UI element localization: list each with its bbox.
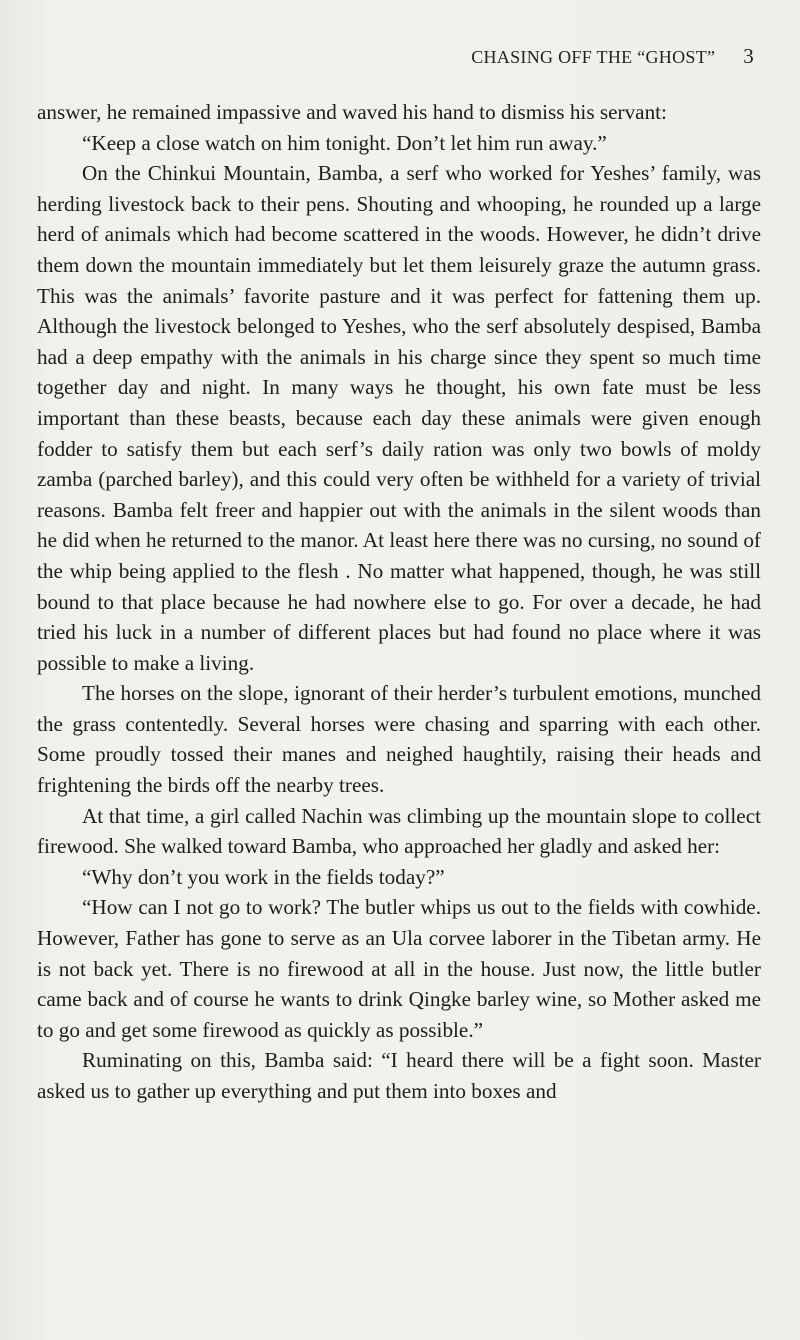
paragraph-dialogue: “Why don’t you work in the fields today?” bbox=[82, 864, 445, 889]
paragraph-dialogue: “Keep a close watch on him tonight. Don’t let him run away.” bbox=[82, 130, 607, 155]
paragraph-continuation: answer, he remained impassive and waved his hand to dismiss his servant: bbox=[37, 100, 667, 124]
page-number: 3 bbox=[743, 44, 754, 68]
paragraph-ruminating: Ruminating on this, Bamba said: “I heard there will be a fight soon. Master asked us to gather up everything and put them into boxes and bbox=[37, 1048, 761, 1103]
page-header bbox=[471, 44, 754, 74]
paragraph-horses: The horses on the slope, ignorant of their herder’s turbulent emotions, munched the grass contentedly. Several horses were chasing and sparring with each other. Some proudly tossed their manes and neighed haughtily, raising their heads and frightening the birds off the nearby trees. bbox=[37, 681, 761, 798]
running-title: CHASING OFF THE “GHOST” bbox=[471, 47, 716, 67]
paragraph-dialogue: “How can I not go to work? The butler whips us out to the fields with cowhide. However, Father has gone to serve as an Ula corvee laborer in the Tibetan army. He is not back yet. There is no firewood at all in the house. Just now, the little butler came back and of course he wants to drink Qingke barley wine, so Mother asked me to go and get some firewood as quickly as possible.” bbox=[37, 895, 761, 1042]
paragraph-nachin: At that time, a girl called Nachin was climbing up the mountain slope to collect firewood. She walked toward Bamba, who approached her gladly and asked her: bbox=[37, 803, 761, 859]
paragraph-chinkui-mountain: On the Chinkui Mountain, Bamba, a serf who worked for Yeshes’ family, was herding livestock back to their pens. Shouting and whooping, he rounded up a large herd of animals which had become scattered in the woods. However, he didn’t drive them down the mountain immediately but let them leisurely graze the autumn grass. This was the animals’ favorite pasture and it was perfect for fattening them up. Although the livestock belonged to Yeshes, who the serf absolutely despised, Bamba had a deep empathy with the animals in his charge since they spent so much time together day and night. In many ways he thought, his own fate must be less important than these beasts, because each day these animals were given enough fodder to satisfy them but each serf’s daily ration was only two bowls of moldy zamba (parched barley), and this could very often be withheld for a variety of trivial reasons. Bamba felt freer and happier out with the animals in the silent woods than he did when he returned to the manor. At least here there was no cursing, no sound of the whip being applied to the flesh . No matter what happened, though, he was still bound to that place because he had nowhere else to go. For over a decade, he had tried his luck in a number of different places but had found no place where it was possible to make a living. bbox=[37, 161, 761, 675]
body-text bbox=[37, 97, 761, 1107]
